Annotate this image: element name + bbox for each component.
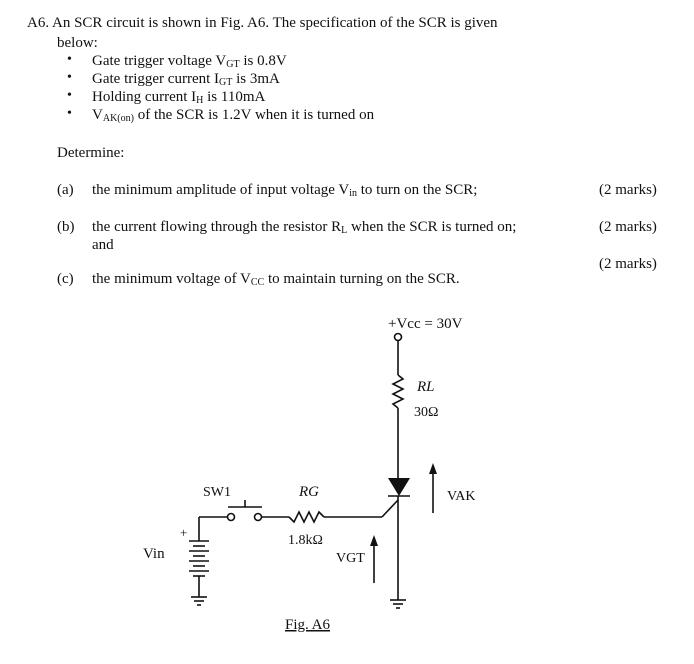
vak-arrow-head	[429, 463, 437, 474]
vcc-label: +Vcc = 30V	[388, 316, 463, 332]
question-line-1: A6. An SCR circuit is shown in Fig. A6. The specification of the SCR is given	[27, 15, 498, 31]
part-a-text: the minimum amplitude of input voltage $V_{in}$ to turn on the SCR;	[92, 182, 478, 199]
spec-item: Gate trigger current $I_{GT}$ is 3mA	[92, 71, 280, 88]
rg-resistor	[289, 512, 324, 522]
rg-label: RG	[299, 484, 319, 500]
bullet-icon: •	[67, 88, 72, 103]
bullet-icon: •	[67, 70, 72, 85]
vgt-label: VGT	[336, 551, 365, 566]
sw1-label: SW1	[203, 485, 231, 500]
spec-item: Holding current $I_H$ is 110mA	[92, 89, 266, 106]
spec-item: Gate trigger voltage $V_{GT}$ is 0.8V	[92, 53, 287, 70]
part-a-label: (a)	[57, 182, 74, 198]
rg-value: 1.8kΩ	[288, 533, 323, 548]
figure-caption: Fig. A6	[285, 617, 331, 633]
rl-resistor	[393, 375, 403, 408]
vin-label: Vin	[143, 546, 165, 562]
part-c-text: the minimum voltage of $V_{CC}$ to maintain turning on the SCR.	[92, 271, 460, 288]
vak-label: VAK	[447, 489, 476, 504]
scr-triangle-icon	[388, 478, 410, 496]
part-b-continuation: and	[92, 237, 114, 253]
part-c-marks: (2 marks)	[599, 256, 657, 272]
part-b-text: the current flowing through the resistor $R_L$ when the SCR is turned on;	[92, 219, 517, 236]
battery-plus-sign: +	[180, 525, 188, 540]
vcc-terminal	[395, 334, 402, 341]
rl-value: 30Ω	[414, 405, 439, 420]
part-c-label: (c)	[57, 271, 74, 287]
part-b-marks: (2 marks)	[599, 219, 657, 235]
rl-label: RL	[417, 379, 435, 395]
sw1-terminal-right	[255, 514, 262, 521]
vgt-arrow-head	[370, 535, 378, 546]
question-line-2: below:	[57, 35, 98, 51]
gate-lead	[382, 500, 398, 517]
sw1-terminal-left	[228, 514, 235, 521]
bullet-icon: •	[67, 106, 72, 121]
part-b-label: (b)	[57, 219, 75, 235]
spec-item: $V_{AK(on)}$ of the SCR is 1.2V when it is turned on	[92, 107, 375, 124]
part-a-marks: (2 marks)	[599, 182, 657, 198]
bullet-icon: •	[67, 52, 72, 67]
determine-heading: Determine:	[57, 145, 125, 161]
